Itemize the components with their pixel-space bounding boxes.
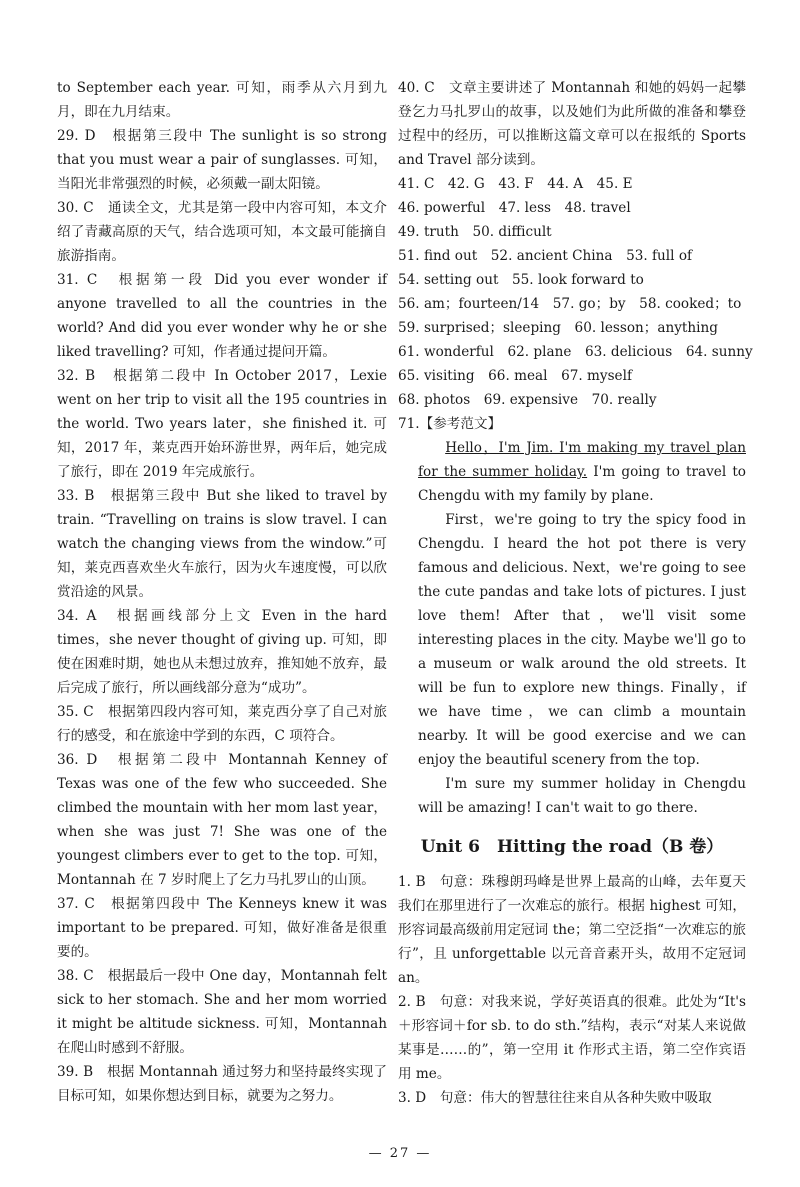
answer-line: 56. am；fourteen/14 57. go；by 58. cooked；to: [398, 296, 742, 312]
answer-item: 39. B 根据 Montannah 通过努力和坚持最终实现了目标可知，如果你想达到目标，就要为之努力。: [57, 1064, 387, 1104]
answer-item: 1. B 句意：珠穆朗玛峰是世界上最高的山峰，去年夏天我们在那里进行了一次难忘的旅行。根据 highest 可知，形容词最高级前用定冠词 the；第二空泛指“一次难忘的旅行”，且 unforgettable 以元音音素开头，故用不定冠词 an。: [398, 874, 746, 986]
answer-line: 49. truth 50. difficult: [398, 224, 552, 240]
answer-line: 61. wonderful 62. plane 63. delicious 64. sunny: [398, 344, 753, 360]
essay-paragraph: [418, 436, 746, 508]
answer-item: 38. C 根据最后一段中 One day，Montannah felt sick to her stomach. She and her mom worried it might be altitude sickness. 可知，Montannah 在爬山时感到不舒服。: [57, 968, 387, 1056]
answer-line: 41. C 42. G 43. F 44. A 45. E: [398, 176, 633, 192]
answer-line: 51. find out 52. ancient China 53. full of: [398, 248, 693, 264]
answer-item: 32. B 根据第二段中 In October 2017，Lexie went on her trip to visit all the 195 countries in the world. Two years later，she finished it. 可知，2017 年，莱克西开始环游世界，两年后，她完成了旅行，即在 2019 年完成旅行。: [57, 368, 387, 480]
answer-item: 30. C 通读全文，尤其是第一段中内容可知，本文介绍了青藏高原的天气，结合选项可知，本文最可能摘自旅游指南。: [57, 200, 387, 264]
essay-paragraph: I'm sure my summer holiday in Chengdu will be amazing! I can't wait to go there.: [418, 776, 746, 816]
essay-paragraph-rest: I'm going to travel to Chengdu with my family by plane.: [418, 464, 746, 504]
answer-line: 59. surprised；sleeping 60. lesson；anything: [398, 320, 718, 336]
model-essay: [398, 436, 746, 820]
answer-item: to September each year. 可知，雨季从六月到九月，即在九月结束。: [57, 80, 387, 120]
answer-line: 68. photos 69. expensive 70. really: [398, 392, 657, 408]
right-column: [398, 76, 753, 1110]
answer-item: 37. C 根据第四段中 The Kenneys knew it was important to be prepared. 可知，做好准备是很重要的。: [57, 896, 387, 960]
answer-item: 33. B 根据第三段中 But she liked to travel by train. “Travelling on trains is slow travel. I can watch the changing views from the window.”可知，莱克西喜欢坐火车旅行，因为火车速度慢，可以欣赏沿途的风景。: [57, 488, 387, 600]
left-column: [57, 76, 387, 1108]
answer-item: 31. C 根据第一段 Did you ever wonder if anyone travelled to all the countries in the world? And did you ever wonder why he or she liked travelling? 可知，作者通过提问开篇。: [57, 272, 387, 360]
answer-line: 65. visiting 66. meal 67. myself: [398, 368, 632, 384]
unit-heading: Unit 6 Hitting the road（B 卷）: [420, 837, 724, 857]
answer-item: 34. A 根据画线部分上文 Even in the hard times，she never thought of giving up. 可知，即使在困难时期，她也从未想过放弃，推知她不放弃，最后完成了旅行，所以画线部分意为“成功”。: [57, 608, 387, 696]
page-number: — 27 —: [368, 1146, 432, 1161]
answer-item: 2. B 句意：对我来说，学好英语真的很难。此处为“It's＋形容词＋for sb. to do sth.”结构，表示“对某人来说做某事是……的”，第一空用 it 作形式主语，第二空作宾语用 me。: [398, 994, 746, 1082]
answer-line: 46. powerful 47. less 48. travel: [398, 200, 631, 216]
answer-line: 54. setting out 55. look forward to: [398, 272, 644, 288]
answer-item: 29. D 根据第三段中 The sunlight is so strong that you must wear a pair of sunglasses. 可知，当阳光非常强烈的时候，必须戴一副太阳镜。: [57, 128, 387, 192]
model-essay-label: 71.【参考范文】: [398, 416, 502, 432]
answer-item: 35. C 根据第四段内容可知，莱克西分享了自己对旅行的感受，和在旅途中学到的东西，C 项符合。: [57, 704, 387, 744]
essay-paragraph: First，we're going to try the spicy food in Chengdu. I heard the hot pot there is very famous and delicious. Next，we're going to see the cute pandas and take lots of pictures. I just love them! After that，we'll visit some interesting places in the city. Maybe we'll go to a museum or walk around the old streets. It will be fun to explore new things. Finally，if we have time，we can climb a mountain nearby. It will be good exercise and we can enjoy the beautiful scenery from the top.: [418, 512, 746, 768]
answer-item: 40. C 文章主要讲述了 Montannah 和她的妈妈一起攀登乞力马扎罗山的故事，以及她们为此所做的准备和攀登过程中的经历，可以推断这篇文章可以在报纸的 Sports and Travel 部分读到。: [398, 80, 746, 168]
answer-item: 36. D 根据第二段中 Montannah Kenney of Texas was one of the few who succeeded. She climbed the mountain with her mom last year，when she was just 7! She was one of the youngest climbers ever to get to the top. 可知，Montannah 在 7 岁时爬上了乞力马扎罗山的山顶。: [57, 752, 387, 888]
answer-item: 3. D 句意：伟大的智慧往往来自从各种失败中吸取: [398, 1090, 712, 1106]
essay-underlined-opening: Hello，I'm Jim. I'm making my travel plan for the summer holiday.: [418, 440, 746, 480]
